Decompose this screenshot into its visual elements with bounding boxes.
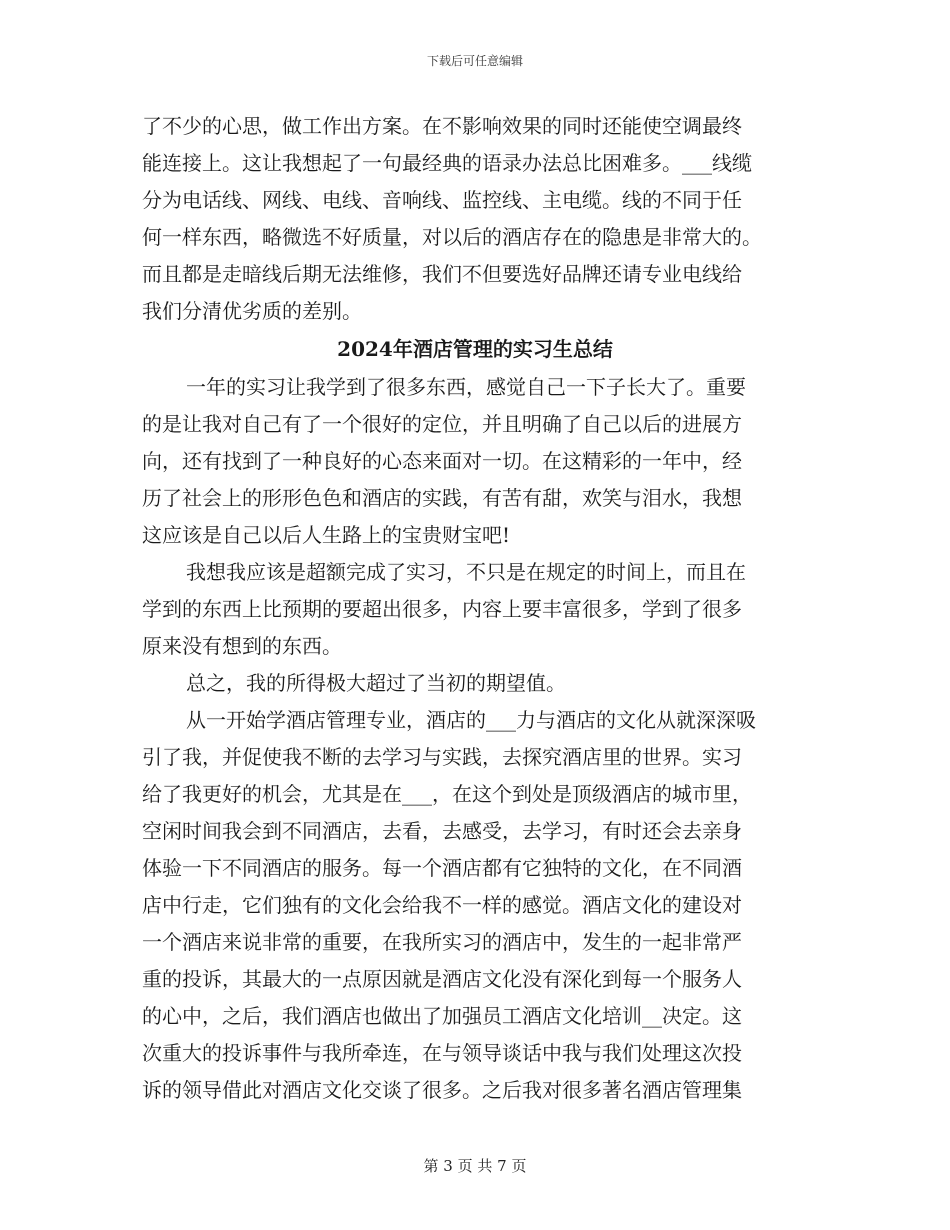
paragraph-line: 的心中，之后，我们酒店也做出了加强员工酒店文化培训__决定。这 [142, 1004, 742, 1028]
paragraph-line: 店中行走，它们独有的文化会给我不一样的感觉。酒店文化的建设对 [142, 893, 742, 917]
paragraph-line: 次重大的投诉事件与我所牵连，在与领导谈话中我与我们处理这次投 [142, 1041, 742, 1065]
body-line: 了不少的心思，做工作出方案。在不影响效果的同时还能使空调最终 [142, 114, 742, 138]
paragraph-line: 这应该是自己以后人生路上的宝贵财宝吧! [142, 523, 511, 547]
body-line: 分为电话线、网线、电线、音响线、监控线、主电缆。线的不同于任 [142, 188, 742, 212]
paragraph-line: 重的投诉，其最大的一点原因就是酒店文化没有深化到每一个服务人 [142, 967, 742, 991]
paragraph-line: 引了我，并促使我不断的去学习与实践，去探究酒店里的世界。实习 [142, 745, 742, 769]
paragraph-line: 原来没有想到的东西。 [142, 634, 342, 658]
paragraph-line: 我想我应该是超额完成了实习，不只是在规定的时间上，而且在 [186, 560, 746, 584]
paragraph-line: 的是让我对自己有了一个很好的定位，并且明确了自己以后的进展方 [142, 412, 742, 436]
body-line: 我们分清优劣质的差别。 [142, 299, 362, 323]
paragraph-line: 体验一下不同酒店的服务。每一个酒店都有它独特的文化，在不同酒 [142, 856, 742, 880]
paragraph-line: 一年的实习让我学到了很多东西，感觉自己一下子长大了。重要 [186, 375, 746, 399]
page-header-note: 下载后可任意编辑 [426, 54, 523, 68]
document-body [142, 108, 808, 1109]
paragraph-line: 学到的东西上比预期的要超出很多，内容上要丰富很多，学到了很多 [142, 597, 742, 621]
body-line: 能连接上。这让我想起了一句最经典的语录办法总比困难多。___线缆 [142, 151, 752, 175]
paragraph-line: 给了我更好的机会，尤其是在___，在这个到处是顶级酒店的城市里， [142, 782, 752, 806]
body-line: 何一样东西，略微选不好质量，对以后的酒店存在的隐患是非常大的。 [142, 225, 762, 249]
paragraph-line: 向，还有找到了一种良好的心态来面对一切。在这精彩的一年中，经 [142, 449, 742, 473]
paragraph-line: 一个酒店来说非常的重要，在我所实习的酒店中，发生的一起非常严 [142, 930, 742, 954]
paragraph-line: 从一开始学酒店管理专业，酒店的___力与酒店的文化从就深深吸 [186, 708, 756, 732]
body-line: 而且都是走暗线后期无法维修，我们不但要选好品牌还请专业电线给 [142, 262, 742, 286]
paragraph-line: 诉的领导借此对酒店文化交谈了很多。之后我对很多著名酒店管理集 [142, 1078, 742, 1102]
paragraph-line: 空闲时间我会到不同酒店，去看，去感受，去学习，有时还会去亲身 [142, 819, 742, 843]
paragraph-line: 总之，我的所得极大超过了当初的期望值。 [186, 671, 566, 695]
section-title: 2024年酒店管理的实习生总结 [337, 337, 613, 361]
page-number: 第 3 页 共 7 页 [423, 1157, 527, 1175]
paragraph-line: 历了社会上的形形色色和酒店的实践，有苦有甜，欢笑与泪水，我想 [142, 486, 742, 510]
